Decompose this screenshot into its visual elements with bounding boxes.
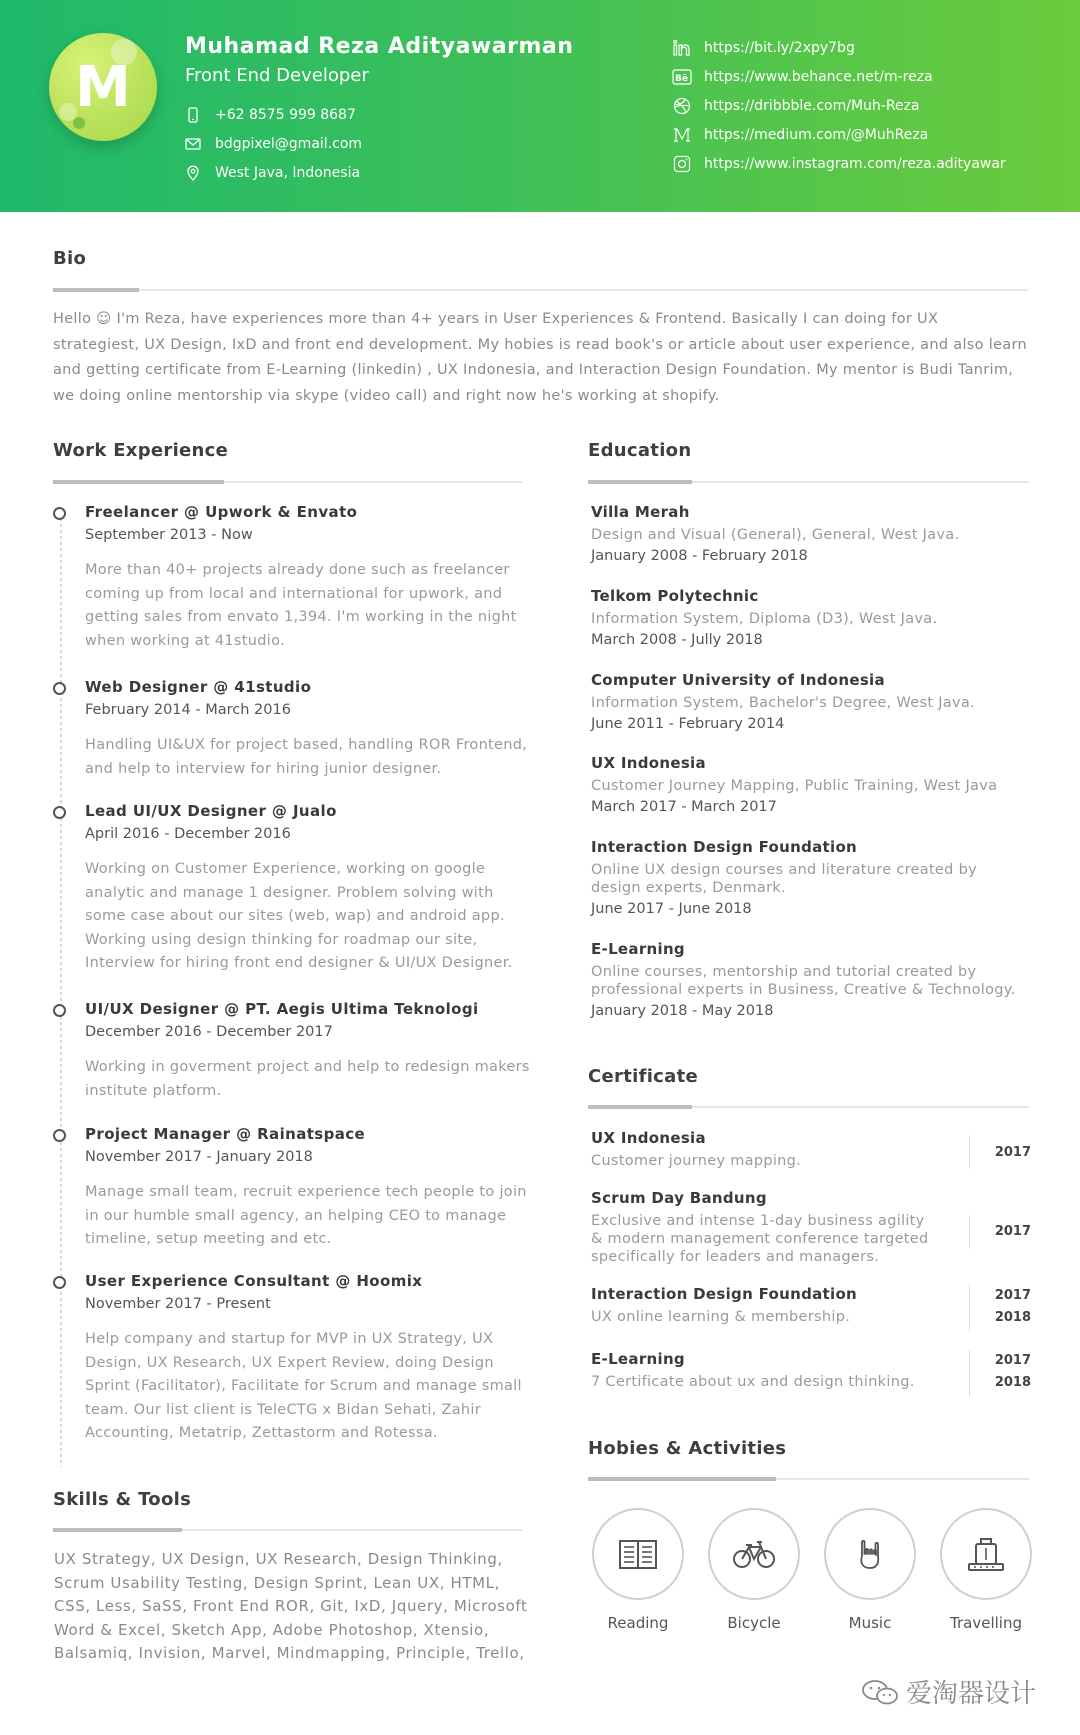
education-detail: Online courses, mentorship and tutorial created by professional experts in Business, Creative & Technology. xyxy=(591,964,1016,998)
education-detail: Design and Visual (General), General, West Java. xyxy=(591,527,960,543)
watermark-text: 爱淘器设计 xyxy=(906,1679,1037,1709)
certificate-years xyxy=(981,1350,1031,1394)
job-title: Lead UI/UX Designer @ Jualo xyxy=(85,802,337,820)
mail-icon xyxy=(185,136,201,152)
certificate-year: 2017 xyxy=(994,1145,1031,1160)
bio-text: Hello ☺ I'm Reza, have experiences more than 4+ years in User Experiences & Frontend. Basically I can doing for UX strategiest, UX Design, IxD and front end development. My hobies is read book's or article about user experience, and also learn and getting certificate from E-Learning (linkedin) , UX Indonesia, and Interaction Design Foundation. My mentor is Budi Tanrim, we doing online mentorship via skype (video call) and right now he's working at shopify. xyxy=(53,311,1027,404)
certificate-item xyxy=(591,1285,1031,1326)
contact-email[interactable] xyxy=(185,129,362,158)
certificate-separator xyxy=(969,1285,970,1331)
certificate-detail: 7 Certificate about ux and design thinking. xyxy=(591,1374,915,1390)
watermark xyxy=(860,1673,1036,1710)
certificate-detail: Exclusive and intense 1-day business agility & modern management conference targeted specifically for leaders and managers. xyxy=(591,1213,929,1265)
education-item xyxy=(591,671,1031,732)
job-description: Manage small team, recruit experience tech people to join in our humble small agency, an helping CEO to manage timeline, setup meeting and etc. xyxy=(85,1184,527,1247)
link-medium-text: https://medium.com/@MuhReza xyxy=(704,126,929,143)
education-dates: January 2008 - February 2018 xyxy=(591,548,808,564)
hobby-music xyxy=(824,1508,916,1632)
link-linkedin-text: https://bit.ly/2xpy7bg xyxy=(704,39,855,56)
job-title: UI/UX Designer @ PT. Aegis Ultima Teknologi xyxy=(85,1000,479,1018)
link-dribbble-text: https://dribbble.com/Muh-Reza xyxy=(704,97,920,114)
certificate-detail: UX online learning & membership. xyxy=(591,1309,851,1325)
hobby-travelling xyxy=(940,1508,1032,1632)
link-dribbble[interactable] xyxy=(672,91,1006,120)
hobby-bicycle xyxy=(708,1508,800,1632)
hobby-label: Travelling xyxy=(950,1614,1022,1632)
education-item xyxy=(591,587,1031,648)
education-item xyxy=(591,503,1031,564)
medium-icon xyxy=(672,126,692,144)
rock-hand-icon xyxy=(824,1508,916,1600)
job-title: Web Designer @ 41studio xyxy=(85,678,312,696)
certificate-years xyxy=(981,1221,1031,1243)
education-item xyxy=(591,754,1031,815)
job-title: Project Manager @ Rainatspace xyxy=(85,1125,366,1143)
instagram-icon xyxy=(672,155,692,173)
education-school: UX Indonesia xyxy=(591,754,706,772)
contact-list xyxy=(185,100,362,187)
link-behance-text: https://www.behance.net/m-reza xyxy=(704,68,933,85)
certificate-year: 2017 xyxy=(994,1353,1031,1368)
job-dates: April 2016 - December 2016 xyxy=(85,826,291,842)
link-instagram-text: https://www.instagram.com/reza.adityawar xyxy=(704,155,1006,172)
timeline-bullet xyxy=(53,1276,66,1289)
contact-location-text: West Java, Indonesia xyxy=(215,164,361,181)
bicycle-icon xyxy=(708,1508,800,1600)
job-dates: September 2013 - Now xyxy=(85,527,253,543)
job-title: User Experience Consultant @ Hoomix xyxy=(85,1272,423,1290)
education-school: Interaction Design Foundation xyxy=(591,838,858,856)
certificate-separator xyxy=(969,1215,970,1249)
certificate-years xyxy=(981,1142,1031,1164)
timeline-bullet xyxy=(53,507,66,520)
link-instagram[interactable] xyxy=(672,149,1006,178)
link-linkedin[interactable] xyxy=(672,33,1006,62)
svg-text:Bē: Bē xyxy=(675,73,688,84)
avatar xyxy=(49,33,157,141)
certificate-year: 2018 xyxy=(994,1375,1031,1390)
certificate-item xyxy=(591,1350,1031,1391)
certificate-years xyxy=(981,1285,1031,1329)
person-role: Front End Developer xyxy=(185,65,369,86)
education-school: Telkom Polytechnic xyxy=(591,587,759,605)
contact-email-text: bdgpixel@gmail.com xyxy=(215,135,363,152)
certificate-separator xyxy=(969,1350,970,1396)
certificate-item xyxy=(591,1129,1031,1170)
education-dates: January 2018 - May 2018 xyxy=(591,1003,774,1019)
education-dates: June 2011 - February 2014 xyxy=(591,716,785,732)
job-description: More than 40+ projects already done such as freelancer coming up from local and international for upwork, and getting sales from envato 1,394. I'm working in the night when working at 41studio. xyxy=(85,562,517,649)
contact-location xyxy=(185,158,362,187)
book-icon xyxy=(592,1508,684,1600)
link-medium[interactable] xyxy=(672,120,1006,149)
skills-text: UX Strategy, UX Design, UX Research, Design Thinking, Scrum Usability Testing, Design Sprint, Lean UX, HTML, CSS, Less, SaSS, Front End ROR, Git, IxD, Jquery, Microsoft Word & Excel, Sketch App, Adobe Photoshop, Xtensio, Balsamiq, Invision, Marvel, Mindmapping, Principle, Trello, xyxy=(54,1550,528,1662)
timeline-bullet xyxy=(53,1129,66,1142)
certificate-name: UX Indonesia xyxy=(591,1129,706,1147)
work-title: Work Experience xyxy=(53,440,229,461)
job-dates: February 2014 - March 2016 xyxy=(85,702,291,718)
education-dates: March 2017 - March 2017 xyxy=(591,799,777,815)
certificate-name: Interaction Design Foundation xyxy=(591,1285,858,1303)
hobby-label: Music xyxy=(848,1614,892,1632)
hobby-label: Reading xyxy=(607,1614,669,1632)
hobby-reading xyxy=(592,1508,684,1632)
header xyxy=(0,0,1080,212)
certificate-item xyxy=(591,1189,1031,1266)
job-dates: November 2017 - Present xyxy=(85,1296,271,1312)
link-behance[interactable] xyxy=(672,62,1006,91)
contact-phone-text: +62 8575 999 8687 xyxy=(215,106,356,123)
social-links xyxy=(672,33,1006,178)
work-divider xyxy=(53,481,522,483)
certificate-separator xyxy=(969,1135,970,1169)
timeline-bullet xyxy=(53,1004,66,1017)
job-dates: December 2016 - December 2017 xyxy=(85,1024,333,1040)
education-dates: March 2008 - Jully 2018 xyxy=(591,632,763,648)
job-description: Help company and startup for MVP in UX Strategy, UX Design, UX Research, UX Expert Review, doing Design Sprint (Facilitator), Facilitate for Scrum and manage small team. Our list client is TeleCTG x Bidan Sehati, Zahir Accounting, Metatrip, Zettastorm and Rotessa. xyxy=(85,1331,522,1441)
certificate-title: Certificate xyxy=(588,1066,698,1087)
education-school: E-Learning xyxy=(591,940,685,958)
education-detail: Customer Journey Mapping, Public Training, West Java xyxy=(591,778,998,794)
certificate-year: 2017 xyxy=(994,1224,1031,1239)
education-school: Computer University of Indonesia xyxy=(591,671,885,689)
linkedin-icon xyxy=(672,39,692,57)
certificate-detail: Customer journey mapping. xyxy=(591,1153,802,1169)
wechat-icon xyxy=(860,1677,900,1707)
timeline-bullet xyxy=(53,806,66,819)
location-icon xyxy=(185,165,201,181)
dribbble-icon xyxy=(672,97,692,115)
work-timeline xyxy=(60,512,62,1467)
certificate-divider xyxy=(588,1106,1029,1108)
skills-divider xyxy=(53,1529,522,1531)
education-item xyxy=(591,838,1031,917)
contact-phone[interactable] xyxy=(185,100,362,129)
job-description: Working on Customer Experience, working on google analytic and manage 1 designer. Problem solving with some case about our sites (web, wap) and android app. Working using design thinking for roadmap our site, Interview for hiring front end designer & UI/UX Designer. xyxy=(85,861,513,971)
education-detail: Online UX design courses and literature created by design experts, Denmark. xyxy=(591,862,977,896)
bio-divider xyxy=(53,289,1028,291)
certificate-year: 2017 xyxy=(994,1288,1031,1303)
certificate-name: Scrum Day Bandung xyxy=(591,1189,767,1207)
person-name: Muhamad Reza Adityawarman xyxy=(185,34,574,59)
hobby-label: Bicycle xyxy=(727,1614,781,1632)
education-detail: Information System, Bachelor's Degree, West Java. xyxy=(591,695,975,711)
education-item xyxy=(591,940,1031,1019)
skills-title: Skills & Tools xyxy=(53,1489,192,1510)
education-divider xyxy=(588,481,1029,483)
avatar-letter: M xyxy=(75,54,131,120)
certificate-name: E-Learning xyxy=(591,1350,685,1368)
timeline-bullet xyxy=(53,682,66,695)
job-description: Handling UI&UX for project based, handling ROR Frontend, and help to interview for hiring junior designer. xyxy=(85,737,528,777)
hobbies-divider xyxy=(588,1478,1029,1480)
luggage-icon xyxy=(940,1508,1032,1600)
behance-icon xyxy=(672,68,692,86)
job-description: Working in goverment project and help to redesign makers institute platform. xyxy=(85,1059,530,1099)
education-dates: June 2017 - June 2018 xyxy=(591,901,752,917)
phone-icon xyxy=(185,107,201,123)
hobbies-title: Hobies & Activities xyxy=(588,1438,787,1459)
bio-title: Bio xyxy=(53,248,87,269)
education-title: Education xyxy=(588,440,692,461)
job-dates: November 2017 - January 2018 xyxy=(85,1149,313,1165)
job-title: Freelancer @ Upwork & Envato xyxy=(85,503,358,521)
education-school: Villa Merah xyxy=(591,503,690,521)
certificate-year: 2018 xyxy=(994,1310,1031,1325)
education-detail: Information System, Diploma (D3), West Java. xyxy=(591,611,938,627)
